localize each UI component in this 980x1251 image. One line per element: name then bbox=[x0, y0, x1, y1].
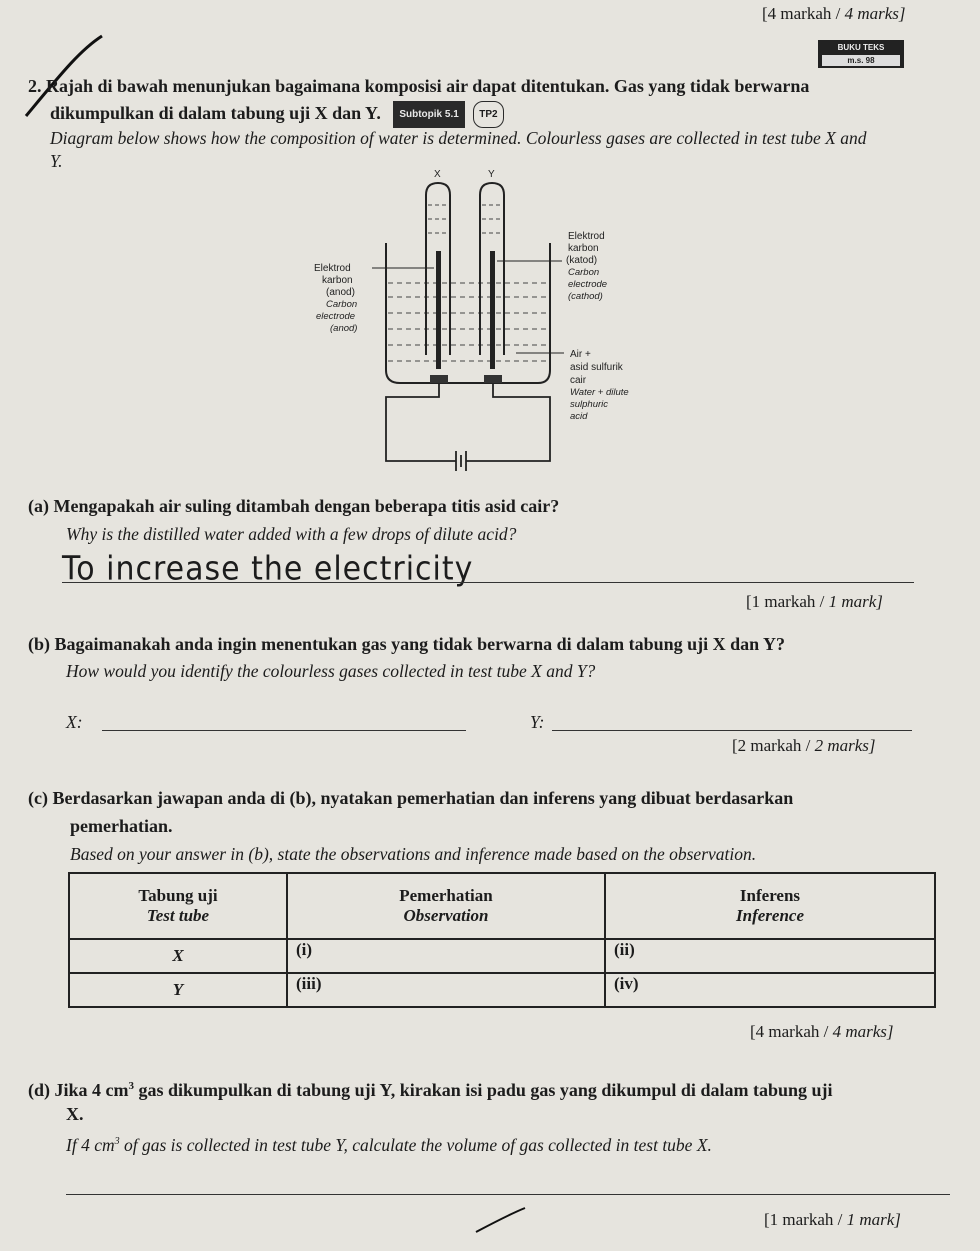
svg-text:karbon: karbon bbox=[568, 243, 599, 254]
anode-label bbox=[314, 263, 357, 334]
part-d-question-ms: (d) Jika 4 $cm^3$ gas dikumpulkan di tabung uji Y, kirakan isi padu gas yang dikumpul di dalam tabung uji bbox=[28, 1080, 833, 1100]
part-d-question-ms-2: X. bbox=[66, 1104, 84, 1124]
question-intro-ms: 2. Rajah di bawah menunjukan bagaimana komposisi air dapat ditentukan. Gas yang tidak berwarna bbox=[28, 76, 810, 96]
electrolysis-diagram bbox=[300, 165, 680, 475]
solution-label bbox=[570, 349, 629, 422]
part-c-question-en: Based on your answer in (b), state the observations and inference made based on the observation. bbox=[70, 844, 757, 864]
part-d-answer-line bbox=[66, 1194, 950, 1195]
top-marks: [4 markah / 4 marks] bbox=[762, 4, 906, 23]
part-a-marks: [1 markah / 1 mark] bbox=[746, 592, 883, 611]
part-b-question-en: How would you identify the colourless gases collected in test tube X and Y? bbox=[66, 661, 596, 681]
textbook-badge: BUKU TEKS m.s. 98 bbox=[818, 40, 904, 68]
answer-cell-ii[interactable]: (ii) bbox=[605, 939, 935, 973]
svg-text:electrode: electrode bbox=[568, 279, 608, 290]
circuit-wire bbox=[386, 383, 550, 461]
part-a-handwritten-answer: To increase the electricity bbox=[62, 550, 474, 589]
table-row bbox=[69, 939, 935, 973]
svg-text:Carbon: Carbon bbox=[326, 299, 358, 310]
svg-text:(anod): (anod) bbox=[330, 323, 358, 334]
part-b-question-ms: (b) Bagaimanakah anda ingin menentukan gas yang tidak berwarna di dalam tabung uji X dan Y? bbox=[28, 634, 786, 654]
part-a-question-ms: (a) Mengapakah air suling ditambah dengan beberapa titis asid cair? bbox=[28, 496, 560, 516]
subtopic-badge: Subtopik 5.1 bbox=[393, 101, 464, 128]
svg-text:Air +: Air + bbox=[570, 349, 591, 360]
answer-cell-iv[interactable]: (iv) bbox=[605, 973, 935, 1007]
water-level bbox=[388, 283, 548, 361]
part-c-marks: [4 markah / 4 marks] bbox=[750, 1022, 894, 1041]
svg-text:electrode: electrode bbox=[316, 311, 356, 322]
svg-text:Water + dilute: Water + dilute bbox=[570, 387, 629, 398]
header-observation: Pemerhatian Observation bbox=[287, 873, 605, 939]
part-d-question-en: If 4 $cm^3$ of gas is collected in test tube Y, calculate the volume of gas collected in test tube X. bbox=[66, 1134, 712, 1155]
svg-text:(cathod): (cathod) bbox=[568, 291, 603, 302]
svg-text:(anod): (anod) bbox=[326, 287, 355, 298]
part-b-x-label: X: bbox=[66, 712, 83, 732]
part-c-question-ms-2: pemerhatian. bbox=[70, 816, 173, 836]
svg-text:Carbon: Carbon bbox=[568, 267, 600, 278]
anode-rod bbox=[436, 251, 441, 369]
part-c-question-ms: (c) Berdasarkan jawapan anda di (b), nyatakan pemerhatian dan inferens yang dibuat berdasarkan bbox=[28, 788, 794, 808]
part-a-question-en: Why is the distilled water added with a few drops of dilute acid? bbox=[66, 524, 517, 544]
part-b-y-answer-line bbox=[552, 730, 912, 731]
svg-text:Elektrod: Elektrod bbox=[314, 263, 351, 274]
svg-text:Elektrod: Elektrod bbox=[568, 231, 605, 242]
table-header-row bbox=[69, 873, 935, 939]
observation-table bbox=[68, 872, 936, 1008]
header-inference: Inferens Inference bbox=[605, 873, 935, 939]
question-intro-en: Diagram below shows how the composition of water is determined. Colourless gases are collected in test tube X and bbox=[50, 128, 867, 148]
header-test-tube: Tabung uji Test tube bbox=[69, 873, 287, 939]
part-b-x-answer-line bbox=[102, 730, 466, 731]
cathode-rod bbox=[490, 251, 495, 369]
tube-y-label: Y bbox=[488, 169, 495, 180]
part-d-marks: [1 markah / 1 mark] bbox=[764, 1210, 901, 1229]
question-intro-en-2: Y. bbox=[50, 151, 63, 171]
svg-text:(katod): (katod) bbox=[566, 255, 598, 266]
cathode-label bbox=[566, 231, 607, 302]
question-intro-ms-2: dikumpulkan di dalam tabung uji X dan Y. Subtopik 5.1 TP2 bbox=[50, 101, 504, 128]
svg-text:acid: acid bbox=[570, 411, 588, 422]
pen-stroke-bottom bbox=[470, 1204, 530, 1234]
part-b-marks: [2 markah / 2 marks] bbox=[732, 736, 876, 755]
svg-text:karbon: karbon bbox=[322, 275, 353, 286]
tube-x-label: X bbox=[434, 169, 441, 180]
part-a-answer-line bbox=[62, 582, 914, 583]
svg-text:cair: cair bbox=[570, 375, 587, 386]
part-b-y-label: Y: bbox=[530, 712, 545, 732]
answer-cell-iii[interactable]: (iii) bbox=[287, 973, 605, 1007]
row-tube-x: X bbox=[69, 939, 287, 973]
battery-icon bbox=[456, 451, 466, 471]
tp-badge: TP2 bbox=[473, 101, 503, 128]
svg-text:asid sulfurik: asid sulfurik bbox=[570, 362, 623, 373]
table-row bbox=[69, 973, 935, 1007]
row-tube-y: Y bbox=[69, 973, 287, 1007]
answer-cell-i[interactable]: (i) bbox=[287, 939, 605, 973]
svg-text:sulphuric: sulphuric bbox=[570, 399, 609, 410]
